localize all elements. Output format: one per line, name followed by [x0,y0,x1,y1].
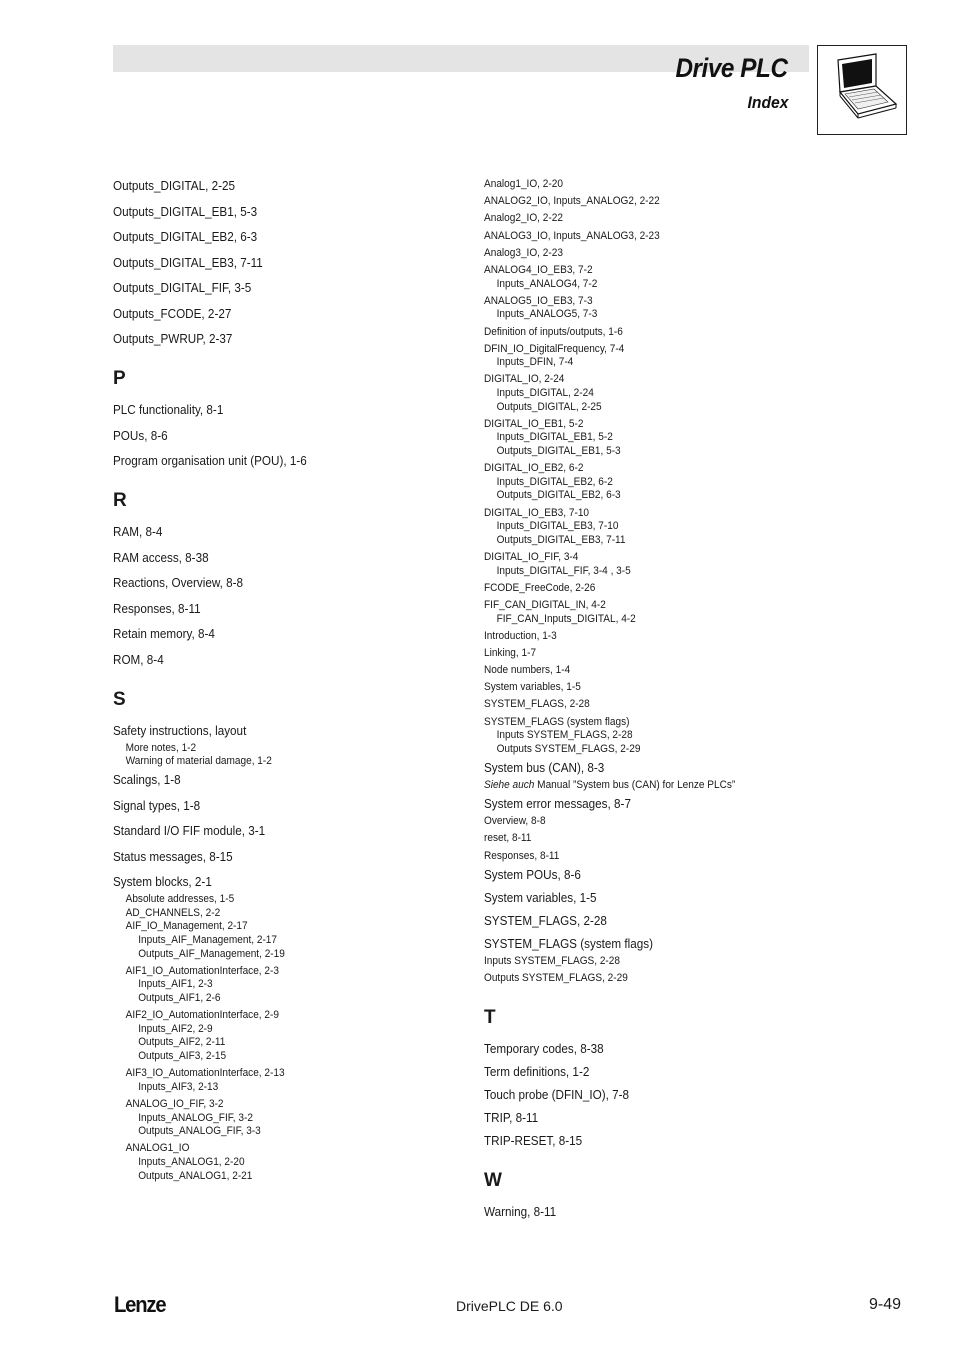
index-subentry: Introduction, 1-3 [484,629,557,642]
index-entry: System bus (CAN), 8-3 [484,760,605,776]
index-entry: Outputs_DIGITAL_EB1, 5-3 [113,203,258,219]
index-entry: SYSTEM_FLAGS (system flags) [484,935,654,951]
index-subentry: ANALOG3_IO, Inputs_ANALOG3, 2-23 [484,229,660,242]
index-subsubentry: Inputs_AIF3, 2-13 [138,1080,219,1093]
index-subsubentry: Inputs_ANALOG4, 7-2 [496,277,598,290]
index-entry: System variables, 1-5 [484,889,597,905]
index-subsubentry: Outputs_AIF_Management, 2-19 [138,947,285,960]
index-subentry: DFIN_IO_DigitalFrequency, 7-4 [484,342,625,355]
index-subsubentry: Outputs_ANALOG1, 2-21 [138,1169,253,1182]
index-subentry: reset, 8-11 [484,832,532,845]
page-number: 9-49 [869,1296,902,1313]
index-entry: Program organisation unit (POU), 1-6 [113,453,307,468]
index-entry: Scalings, 1-8 [113,772,181,788]
index-subentry: ANALOG1_IO [125,1142,190,1155]
index-subentry: ANALOG2_IO, Inputs_ANALOG2, 2-22 [484,195,660,208]
index-subentry: Definition of inputs/outputs, 1-6 [484,325,623,338]
index-subsubentry: Inputs_DIGITAL_EB2, 6-2 [496,475,613,488]
index-subentry: Outputs SYSTEM_FLAGS, 2-29 [484,971,628,984]
index-entry: System blocks, 2-1 [113,874,212,890]
index-subentry: AIF2_IO_AutomationInterface, 2-9 [125,1009,279,1022]
index-subsubentry: Inputs_AIF1, 2-3 [138,978,213,991]
index-letter-heading: T [484,1006,496,1028]
index-entry: TRIP, 8-11 [484,1109,539,1125]
index-subentry: AD_CHANNELS, 2-2 [125,906,221,919]
index-subentry: FIF_CAN_DIGITAL_IN, 4-2 [484,598,606,611]
index-entry: Standard I/O FIF module, 3-1 [113,823,266,839]
index-subentry: ANALOG5_IO_EB3, 7-3 [484,294,593,307]
index-subentry: Responses, 8-11 [484,849,560,862]
index-entry: Outputs_DIGITAL_EB3, 7-11 [113,254,263,270]
index-subentry: DIGITAL_IO_FIF, 3-4 [484,550,579,563]
index-entry: Retain memory, 8-4 [113,626,215,641]
index-subsubentry: Outputs_DIGITAL_EB2, 6-3 [496,489,621,502]
index-entry: Term definitions, 1-2 [484,1063,590,1079]
index-subentry: Analog2_IO, 2-22 [484,212,563,225]
document-id: DrivePLC DE 6.0 [456,1298,563,1314]
index-subsubentry: Inputs_DIGITAL, 2-24 [496,387,594,400]
index-subsubentry: Inputs_DIGITAL_EB1, 5-2 [496,431,613,444]
index-letter-heading: R [113,490,127,511]
laptop-icon [817,45,907,135]
index-subsubentry: Outputs_DIGITAL_EB1, 5-3 [496,445,621,458]
index-entry: Responses, 8-11 [113,600,201,616]
index-subsubentry: Inputs_DIGITAL_FIF, 3-4 , 3-5 [496,564,631,577]
index-entry: RAM, 8-4 [113,524,163,539]
page-subtitle: Index [747,93,788,112]
index-letter-heading: S [113,688,126,710]
index-subsubentry: Outputs_DIGITAL_EB3, 7-11 [496,533,626,546]
index-subentry: ANALOG4_IO_EB3, 7-2 [484,263,593,276]
index-entry: TRIP-RESET, 8-15 [484,1132,583,1148]
index-subentry: AIF3_IO_AutomationInterface, 2-13 [125,1067,285,1080]
index-subsubentry: Inputs_ANALOG1, 2-20 [138,1155,245,1168]
index-entry: Outputs_FCODE, 2-27 [113,305,232,321]
index-entry: Touch probe (DFIN_IO), 7-8 [484,1086,630,1102]
index-subentry: ANALOG_IO_FIF, 3-2 [125,1097,224,1110]
see-also-label: Siehe auch [484,779,535,792]
index-subsubentry: Outputs_DIGITAL, 2-25 [496,400,602,413]
page-title: Drive PLC [675,53,788,83]
index-entry: System error messages, 8-7 [484,796,631,812]
index-subsubentry: Inputs SYSTEM_FLAGS, 2-28 [496,729,633,742]
index-subsubentry: Outputs SYSTEM_FLAGS, 2-29 [496,742,641,755]
index-subentry: FCODE_FreeCode, 2-26 [484,581,596,594]
index-entry: Outputs_DIGITAL, 2-25 [113,178,236,193]
index-entry: RAM access, 8-38 [113,549,209,565]
crossreference-text: Manual ”System bus (CAN) for Lenze PLCs” [534,779,736,792]
index-entry: Status messages, 8-15 [113,848,233,864]
index-column-left [113,178,453,1183]
index-subentry: Analog1_IO, 2-20 [484,178,563,190]
index-subentry: System variables, 1-5 [484,681,581,694]
index-subentry: AIF_IO_Management, 2-17 [125,920,248,933]
index-subsubentry: Inputs_ANALOG5, 7-3 [496,308,598,321]
index-entry: Safety instructions, layout [113,722,247,738]
index-subentry: SYSTEM_FLAGS (system flags) [484,715,630,728]
index-entry: Outputs_PWRUP, 2-37 [113,331,233,346]
index-entry: Signal types, 1-8 [113,797,201,813]
index-subsubentry: Outputs_AIF3, 2-15 [138,1050,227,1062]
index-entry: PLC functionality, 8-1 [113,402,224,417]
index-subentry: Linking, 1-7 [484,646,537,659]
index-subsubentry: Outputs_ANALOG_FIF, 3-3 [138,1125,261,1138]
index-subentry: Warning of material damage, 1-2 [125,755,272,768]
index-subentry: DIGITAL_IO_EB3, 7-10 [484,506,590,519]
index-letter-heading: W [484,1169,502,1191]
index-subsubentry: Outputs_AIF1, 2-6 [138,992,221,1005]
index-subsubentry: Inputs_AIF2, 2-9 [138,1022,213,1035]
index-letter-heading: P [113,368,126,389]
index-subsubentry: Inputs_ANALOG_FIF, 3-2 [138,1111,253,1124]
index-subentry: Analog3_IO, 2-23 [484,246,563,259]
index-column-right [484,178,904,1227]
index-entry: SYSTEM_FLAGS, 2-28 [484,912,607,928]
index-subentry: Absolute addresses, 1-5 [125,893,235,906]
index-entry: Temporary codes, 8-38 [484,1040,604,1056]
index-entry: Outputs_DIGITAL_EB2, 6-3 [113,229,258,244]
index-subsubentry: Inputs_AIF_Management, 2-17 [138,934,278,947]
index-subentry: DIGITAL_IO_EB1, 5-2 [484,417,584,430]
index-subsubentry: FIF_CAN_Inputs_DIGITAL, 4-2 [496,612,636,625]
lenze-logo: Lenze [114,1292,166,1317]
index-entry: Reactions, Overview, 8-8 [113,575,244,590]
index-subentry: Node numbers, 1-4 [484,664,571,677]
index-entry: System POUs, 8-6 [484,866,581,882]
index-entry: ROM, 8-4 [113,651,164,667]
index-subsubentry: Inputs_DIGITAL_EB3, 7-10 [496,520,619,533]
index-subsubentry: Inputs_DFIN, 7-4 [496,356,574,369]
index-subentry: DIGITAL_IO_EB2, 6-2 [484,462,584,475]
index-subentry: Inputs SYSTEM_FLAGS, 2-28 [484,954,620,967]
index-entry: POUs, 8-6 [113,427,168,443]
index-subentry: Overview, 8-8 [484,815,546,828]
index-entry: Warning, 8-11 [484,1203,557,1219]
index-crossreference [484,779,862,793]
index-subentry: AIF1_IO_AutomationInterface, 2-3 [125,964,279,977]
index-subentry: SYSTEM_FLAGS, 2-28 [484,698,590,711]
index-subsubentry: Outputs_AIF2, 2-11 [138,1036,226,1049]
index-subentry: More notes, 1-2 [125,741,197,754]
index-entry: Outputs_DIGITAL_FIF, 3-5 [113,280,252,295]
index-subentry: DIGITAL_IO, 2-24 [484,373,565,386]
